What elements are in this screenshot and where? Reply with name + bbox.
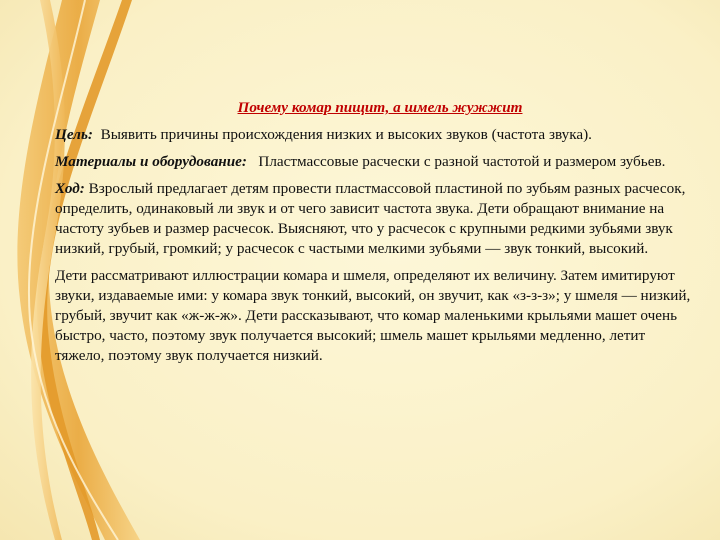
process-text: Взрослый предлагает детям провести пластмассовой пластиной по зубьям разных расчесок, определить, одинаковый ли звук и от чего зависит частота звука. Дети обращают внимание на частоту зубьев и размер расчесок. Выясняют, что у расчесок с крупными редкими зубьями звук низкий, грубый, громкий; у расчесок с частыми мелкими зубьями — звук тонкий, высокий. [55, 180, 686, 257]
goal-text: Выявить причины происхождения низких и высоких звуков (частота звука). [100, 126, 592, 143]
observation-paragraph: Дети рассматривают иллюстрации комара и шмеля, определяют их величину. Затем имитируют звуки, издаваемые ими: у комара звук тонкий, высокий, он звучит, как «з-з-з»; у шмеля — низкий, грубый, звучит как «ж-ж-ж». Дети рассказывают, что комар маленькими крыльями машет очень быстро, часто, поэтому звук получается высокий; шмель машет крыльями медленно, летит тяжело, поэтому звук получается низкий. [55, 267, 691, 364]
materials-text: Пластмассовые расчески с разной частотой и размером зубьев. [258, 153, 666, 170]
slide-content [55, 98, 695, 373]
goal-label: Цель: [55, 126, 93, 143]
page-title: Почему комар пищит, а шмель жужжит [237, 99, 523, 116]
materials-paragraph [55, 152, 695, 172]
goal-paragraph [55, 125, 695, 145]
process-paragraph [55, 179, 695, 259]
process-label: Ход: [55, 180, 85, 197]
materials-label: Материалы и оборудование: [55, 153, 247, 170]
